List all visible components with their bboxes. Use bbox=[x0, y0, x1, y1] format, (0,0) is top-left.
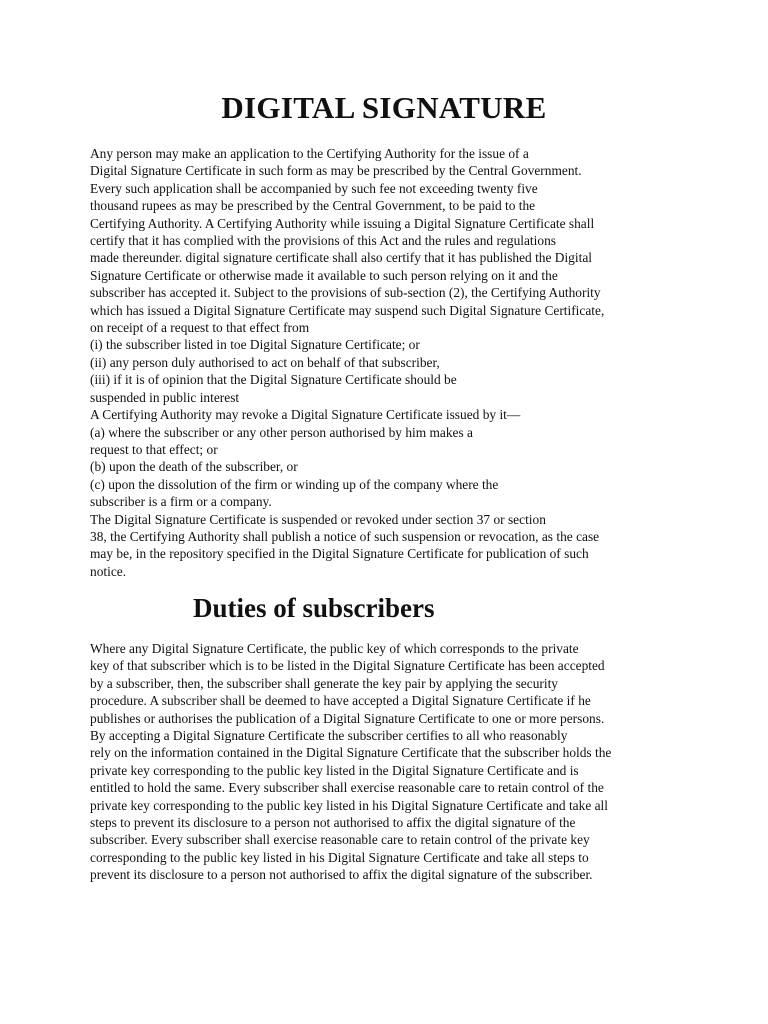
text-line: notice. bbox=[90, 563, 127, 579]
text-line: steps to prevent its disclosure to a person not authorised to affix the digital signature of the bbox=[90, 815, 576, 831]
text-line: private key corresponding to the public key listed in the Digital Signature Certificate and is bbox=[90, 762, 579, 778]
text-line: suspended in public interest bbox=[90, 389, 240, 405]
text-line: (b) upon the death of the subscriber, or bbox=[90, 459, 298, 475]
text-line: Certifying Authority. A Certifying Authority while issuing a Digital Signature Certificate shall bbox=[90, 215, 595, 231]
text-line: (c) upon the dissolution of the firm or winding up of the company where the bbox=[90, 476, 499, 492]
text-line: (i) the subscriber listed in toe Digital Signature Certificate; or bbox=[90, 337, 420, 353]
duties-of-subscribers-body bbox=[90, 640, 730, 884]
text-line: subscriber. Every subscriber shall exercise reasonable care to retain control of the private key bbox=[90, 832, 590, 848]
text-line: corresponding to the public key listed in his Digital Signature Certificate and take all steps to bbox=[90, 849, 589, 865]
text-line: subscriber has accepted it. Subject to the provisions of sub-section (2), the Certifying Authority bbox=[90, 285, 601, 301]
text-line: subscriber is a firm or a company. bbox=[90, 494, 272, 510]
text-line: entitled to hold the same. Every subscriber shall exercise reasonable care to retain control of the bbox=[90, 780, 604, 796]
section-heading-duties: Duties of subscribers bbox=[193, 593, 435, 623]
text-line: Any person may make an application to the Certifying Authority for the issue of a bbox=[90, 146, 529, 161]
text-line: Digital Signature Certificate in such form as may be prescribed by the Central Government. bbox=[90, 163, 582, 179]
text-line: Every such application shall be accompanied by such fee not exceeding twenty five bbox=[90, 180, 538, 196]
text-line: (ii) any person duly authorised to act on behalf of that subscriber, bbox=[90, 354, 440, 370]
text-line: prevent its disclosure to a person not authorised to affix the digital signature of the subscriber. bbox=[90, 867, 593, 883]
text-line: on receipt of a request to that effect from bbox=[90, 320, 310, 336]
text-line: publishes or authorises the publication of a Digital Signature Certificate to one or more persons. bbox=[90, 710, 605, 726]
text-line: procedure. A subscriber shall be deemed to have accepted a Digital Signature Certificate if he bbox=[90, 693, 591, 709]
text-line: by a subscriber, then, the subscriber shall generate the key pair by applying the security bbox=[90, 675, 558, 691]
text-line: rely on the information contained in the Digital Signature Certificate that the subscriber holds the bbox=[90, 745, 612, 761]
text-line: thousand rupees as may be prescribed by the Central Government, to be paid to the bbox=[90, 198, 536, 214]
digital-signature-body bbox=[90, 145, 730, 580]
text-line: Where any Digital Signature Certificate, the public key of which corresponds to the private bbox=[90, 641, 579, 656]
text-line: By accepting a Digital Signature Certificate the subscriber certifies to all who reasonably bbox=[90, 728, 568, 744]
text-line: A Certifying Authority may revoke a Digital Signature Certificate issued by it— bbox=[90, 407, 521, 423]
text-line: 38, the Certifying Authority shall publish a notice of such suspension or revocation, as the case bbox=[90, 528, 600, 544]
text-line: The Digital Signature Certificate is suspended or revoked under section 37 or section bbox=[90, 511, 546, 527]
text-line: request to that effect; or bbox=[90, 441, 218, 457]
page-title: DIGITAL SIGNATURE bbox=[221, 90, 547, 125]
text-line: key of that subscriber which is to be listed in the Digital Signature Certificate has been accepted bbox=[90, 658, 605, 674]
text-line: (iii) if it is of opinion that the Digital Signature Certificate should be bbox=[90, 372, 457, 388]
text-line: may be, in the repository specified in the Digital Signature Certificate for publication of such bbox=[90, 546, 589, 562]
text-line: made thereunder. digital signature certificate shall also certify that it has published the Digital bbox=[90, 250, 592, 266]
text-line: private key corresponding to the public key listed in his Digital Signature Certificate and take all bbox=[90, 797, 608, 813]
text-line: which has issued a Digital Signature Certificate may suspend such Digital Signature Certificate, bbox=[90, 302, 605, 318]
text-line: (a) where the subscriber or any other person authorised by him makes a bbox=[90, 424, 473, 440]
text-line: Signature Certificate or otherwise made it available to such person relying on it and the bbox=[90, 267, 558, 283]
text-line: certify that it has complied with the provisions of this Act and the rules and regulations bbox=[90, 233, 556, 249]
